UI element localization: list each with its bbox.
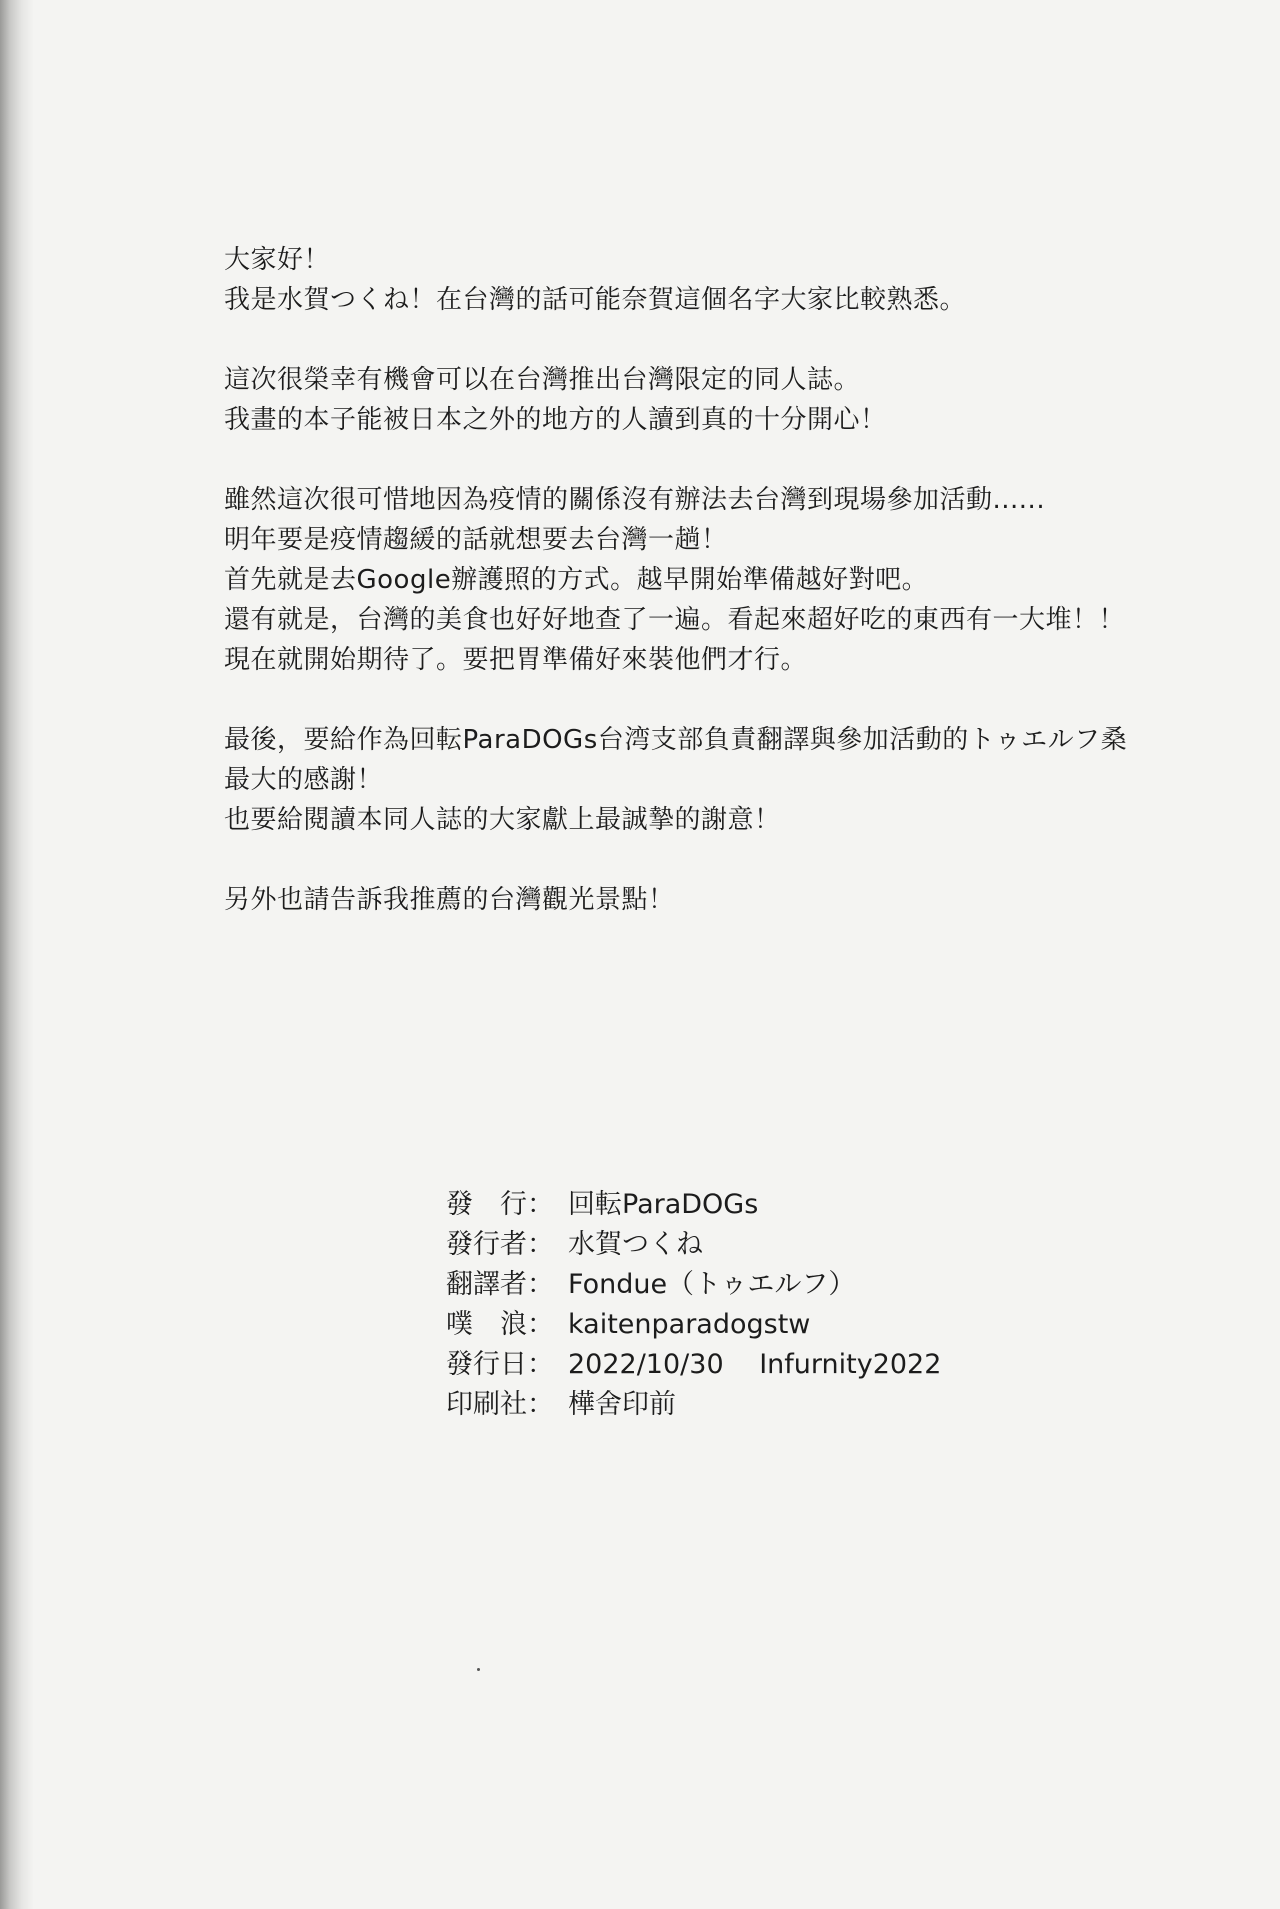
afterword-paragraph-5: [224, 880, 1254, 920]
colophon-label: 噗 浪：: [446, 1309, 554, 1340]
colophon-value: kaitenparadogstw: [568, 1309, 811, 1340]
text-line: 首先就是去Google辦護照的方式。越早開始準備越好對吧。: [224, 565, 929, 595]
paper-speck: [477, 1668, 480, 1671]
text-line: 另外也請告訴我推薦的台灣觀光景點！: [224, 885, 675, 915]
text-line: 大家好！: [224, 245, 331, 275]
colophon-row-issuer: [446, 1225, 941, 1265]
colophon-row-plurk: [446, 1305, 941, 1345]
colophon-value: 2022/10/30 Infurnity2022: [568, 1349, 942, 1380]
colophon-value: 樺舍印前: [568, 1389, 676, 1420]
text-line: 現在就開始期待了。要把胃準備好來裝他們才行。: [224, 645, 808, 675]
colophon-value: 水賀つくね: [568, 1229, 703, 1260]
afterword-paragraph-3: [224, 480, 1254, 680]
afterword-paragraph-4: [224, 720, 1254, 840]
colophon-value: 回転ParaDOGs: [568, 1189, 759, 1220]
colophon-label: 發行日：: [446, 1349, 554, 1380]
colophon-row-translator: [446, 1265, 941, 1305]
text-line: 這次很榮幸有機會可以在台灣推出台灣限定的同人誌。: [224, 365, 861, 395]
colophon-row-printer: [446, 1385, 941, 1425]
text-line: 明年要是疫情趨緩的話就想要去台灣一趟！: [224, 525, 728, 555]
book-spine-shadow: [0, 0, 34, 1909]
afterword-paragraph-2: [224, 360, 1254, 440]
colophon-value: Fondue（トゥエルフ）: [568, 1269, 856, 1300]
colophon-label: 翻譯者：: [446, 1269, 554, 1300]
colophon-row-date: [446, 1345, 941, 1385]
colophon: [446, 1185, 941, 1425]
text-line: 還有就是，台灣的美食也好好地查了一遍。看起來超好吃的東西有一大堆！！: [224, 605, 1126, 635]
text-line: 最後，要給作為回転ParaDOGs台湾支部負責翻譯與參加活動的トゥエルフ桑: [224, 725, 1128, 755]
afterword-paragraph-1: [224, 240, 1254, 320]
text-line: 雖然這次很可惜地因為疫情的關係沒有辦法去台灣到現場參加活動......: [224, 485, 1046, 515]
colophon-row-publisher: [446, 1185, 941, 1225]
colophon-label: 發行者：: [446, 1229, 554, 1260]
text-line: 我是水賀つくね！在台灣的話可能奈賀這個名字大家比較熟悉。: [224, 285, 967, 315]
colophon-label: 印刷社：: [446, 1389, 554, 1420]
book-page: [34, 0, 1280, 1909]
text-line: 最大的感謝！: [224, 765, 384, 795]
text-line: 我畫的本子能被日本之外的地方的人讀到真的十分開心！: [224, 405, 887, 435]
colophon-label: 發 行：: [446, 1189, 554, 1220]
afterword-text: [224, 240, 1254, 920]
text-line: 也要給閱讀本同人誌的大家獻上最誠摯的謝意！: [224, 805, 781, 835]
